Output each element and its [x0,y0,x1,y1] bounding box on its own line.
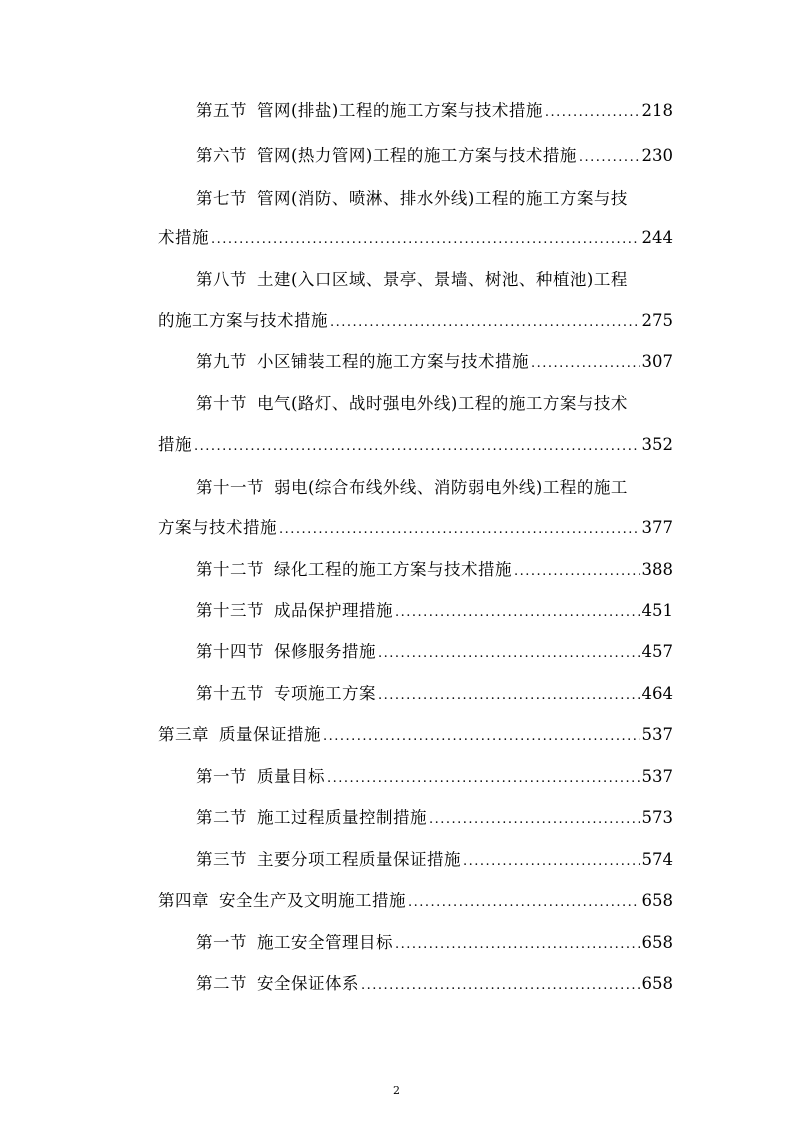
toc-title: 安全保证体系 [257,974,359,993]
toc-label: 第十四节 [196,642,264,661]
toc-title: 管网(排盐)工程的施工方案与技术措施 [257,101,543,120]
toc-label: 第二节 [196,974,247,993]
toc-label: 第十五节 [196,684,264,703]
toc-title: 绿化工程的施工方案与技术措施 [274,560,512,579]
toc-label: 第五节 [196,101,247,120]
toc-leader [579,149,640,167]
toc-page: 377 [641,518,673,537]
toc-title: 主要分项工程质量保证措施 [257,850,461,869]
toc-page: 388 [641,560,673,579]
toc-page: 352 [641,435,673,454]
toc-entry[interactable] [196,469,673,499]
toc-page: 658 [641,891,673,910]
toc-title-continuation: 的施工方案与技术措施 [158,311,328,330]
toc-label: 第十三节 [196,601,264,620]
toc-entry[interactable] [196,180,673,210]
toc-title: 管网(热力管网)工程的施工方案与技术措施 [257,146,577,165]
toc-label: 第八节 [196,270,247,289]
toc-page: 658 [641,974,673,993]
toc-title: 保修服务措施 [274,642,376,661]
toc-chapter[interactable] [158,716,673,746]
toc-leader [408,894,640,912]
toc-entry-continuation[interactable] [158,426,673,456]
toc-leader [378,645,640,663]
toc-page: 537 [641,725,673,744]
toc-page: 218 [641,101,673,120]
toc-page: 537 [641,767,673,786]
toc-entry[interactable] [196,758,673,788]
toc-leader [327,770,640,788]
toc-entry-continuation[interactable] [158,302,673,332]
toc-entry[interactable] [196,924,673,954]
toc-label: 第二节 [196,808,247,827]
toc-title: 质量保证措施 [219,725,321,744]
toc-leader [323,728,640,746]
toc-page: 457 [641,642,673,661]
toc-title: 质量目标 [257,767,325,786]
toc-leader [395,936,640,954]
toc-page: 230 [641,146,673,165]
toc-leader [463,853,640,871]
toc-label: 第十一节 [196,478,264,497]
toc-entry[interactable] [196,675,673,705]
toc-label: 第六节 [196,146,247,165]
toc-entry[interactable] [196,965,673,995]
toc-title: 土建(入口区域、景亭、景墙、树池、种植池)工程 [257,270,628,289]
toc-leader [361,977,640,995]
toc-entry[interactable] [196,551,673,581]
toc-leader [545,104,640,122]
toc-page: 244 [641,228,673,247]
toc-label: 第三节 [196,850,247,869]
toc-entry[interactable] [196,385,673,415]
toc-title: 小区铺装工程的施工方案与技术措施 [257,352,529,371]
toc-label: 第一节 [196,933,247,952]
toc-title: 施工安全管理目标 [257,933,393,952]
toc-label: 第四章 [158,891,209,910]
toc-title: 专项施工方案 [274,684,376,703]
toc-title: 成品保护理措施 [274,601,393,620]
toc-title-continuation: 术措施 [158,228,209,247]
page-number: 2 [393,1084,400,1097]
toc-page: 451 [641,601,673,620]
toc-entry[interactable] [196,841,673,871]
toc-entry[interactable] [196,92,673,122]
toc-title: 安全生产及文明施工措施 [219,891,406,910]
toc-page: 307 [641,352,673,371]
toc-leader [211,231,640,249]
toc-leader [514,563,640,581]
toc-leader [279,521,640,539]
toc-entry-continuation[interactable] [158,219,673,249]
toc-entry[interactable] [196,137,673,167]
toc-leader [531,355,640,373]
toc-label: 第十二节 [196,560,264,579]
toc-leader [429,811,640,829]
toc-label: 第三章 [158,725,209,744]
toc-entry[interactable] [196,799,673,829]
toc-leader [395,604,640,622]
toc-chapter[interactable] [158,882,673,912]
toc-entry[interactable] [196,261,673,291]
toc-page: 574 [641,850,673,869]
toc-label: 第九节 [196,352,247,371]
toc-leader [330,314,640,332]
toc-label: 第七节 [196,189,247,208]
toc-label: 第十节 [196,394,247,413]
toc-entry[interactable] [196,343,673,373]
toc-entry-continuation[interactable] [158,509,673,539]
toc-title-continuation: 措施 [158,435,192,454]
toc-title-continuation: 方案与技术措施 [158,518,277,537]
toc-leader [378,687,640,705]
toc-page: 573 [641,808,673,827]
toc-leader [194,438,640,456]
toc-entry[interactable] [196,633,673,663]
toc-title: 施工过程质量控制措施 [257,808,427,827]
toc-page: 658 [641,933,673,952]
toc-page: 464 [641,684,673,703]
toc-title: 弱电(综合布线外线、消防弱电外线)工程的施工 [274,478,628,497]
toc-title: 管网(消防、喷淋、排水外线)工程的施工方案与技 [257,189,628,208]
toc-entry[interactable] [196,592,673,622]
toc-label: 第一节 [196,767,247,786]
toc-title: 电气(路灯、战时强电外线)工程的施工方案与技术 [257,394,628,413]
toc-page: 275 [641,311,673,330]
